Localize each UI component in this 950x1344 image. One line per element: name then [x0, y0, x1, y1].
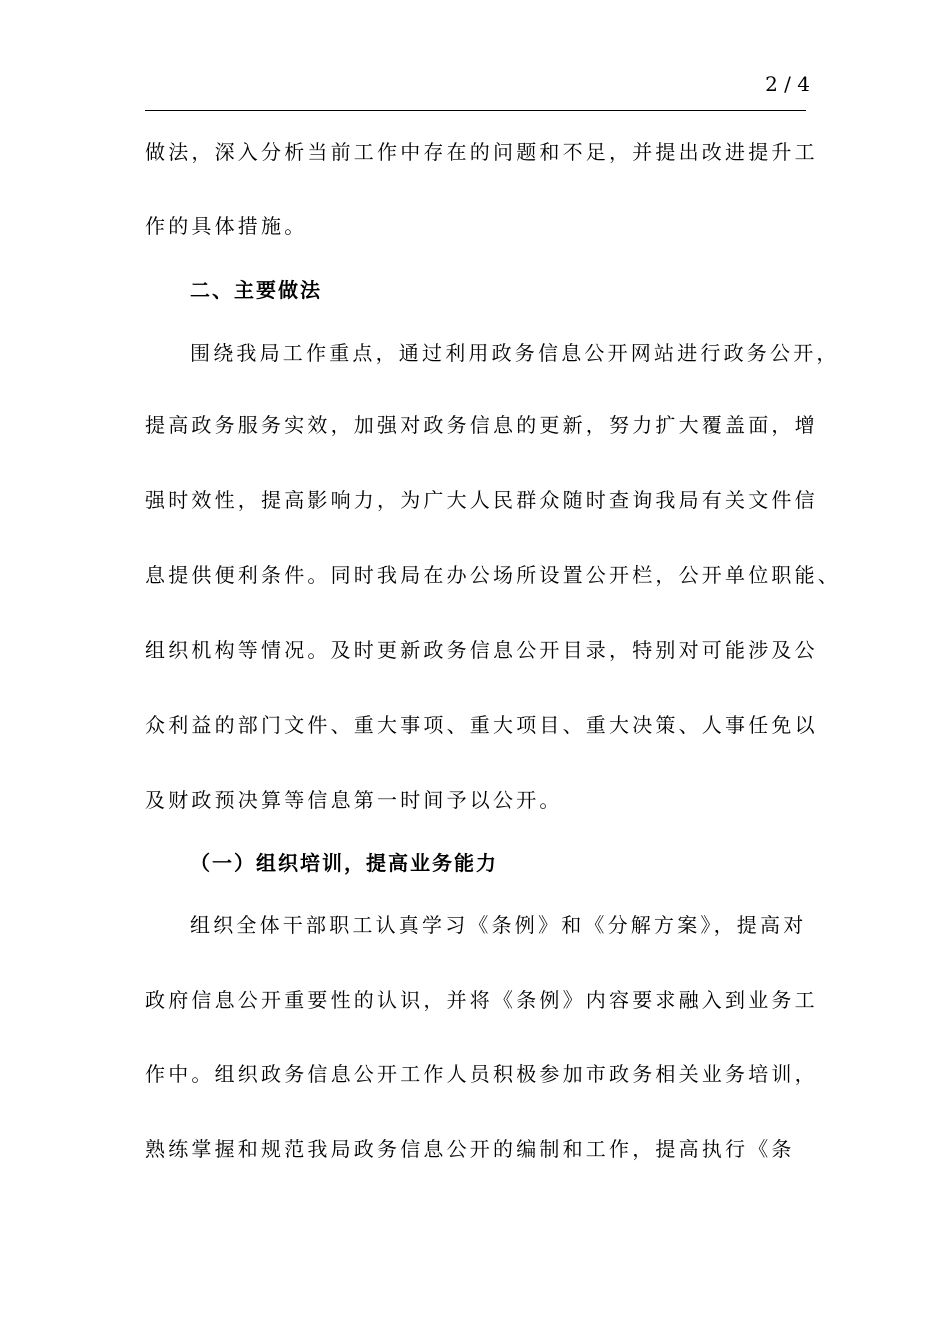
section-heading: 二、主要做法 [190, 278, 322, 302]
text-line: 作中。组织政务信息公开工作人员积极参加市政务相关业务培训， [145, 1062, 818, 1086]
text-line: 及财政预决算等信息第一时间予以公开。 [145, 788, 563, 812]
header-rule [145, 110, 806, 111]
text-line: 组织机构等情况。及时更新政务信息公开目录，特别对可能涉及公 [145, 638, 818, 662]
page-number: 2 / 4 [765, 72, 810, 96]
text-line: 做法，深入分析当前工作中存在的问题和不足，并提出改进提升工 [145, 140, 818, 164]
text-line: 息提供便利条件。同时我局在办公场所设置公开栏，公开单位职能、 [145, 563, 841, 587]
text-line: 众利益的部门文件、重大事项、重大项目、重大决策、人事任免以 [145, 713, 818, 737]
subsection-heading: （一）组织培训，提高业务能力 [190, 851, 498, 875]
text-line: 提高政务服务实效，加强对政务信息的更新，努力扩大覆盖面，增 [145, 413, 818, 437]
text-line: 围绕我局工作重点，通过利用政务信息公开网站进行政务公开， [190, 341, 840, 365]
text-line: 熟练掌握和规范我局政务信息公开的编制和工作，提高执行《条 [145, 1137, 795, 1161]
text-line: 政府信息公开重要性的认识，并将《条例》内容要求融入到业务工 [145, 988, 818, 1012]
text-line: 强时效性，提高影响力，为广大人民群众随时查询我局有关文件信 [145, 488, 818, 512]
text-line: 作的具体措施。 [145, 214, 308, 238]
text-line: 组织全体干部职工认真学习《条例》和《分解方案》，提高对 [190, 913, 807, 937]
